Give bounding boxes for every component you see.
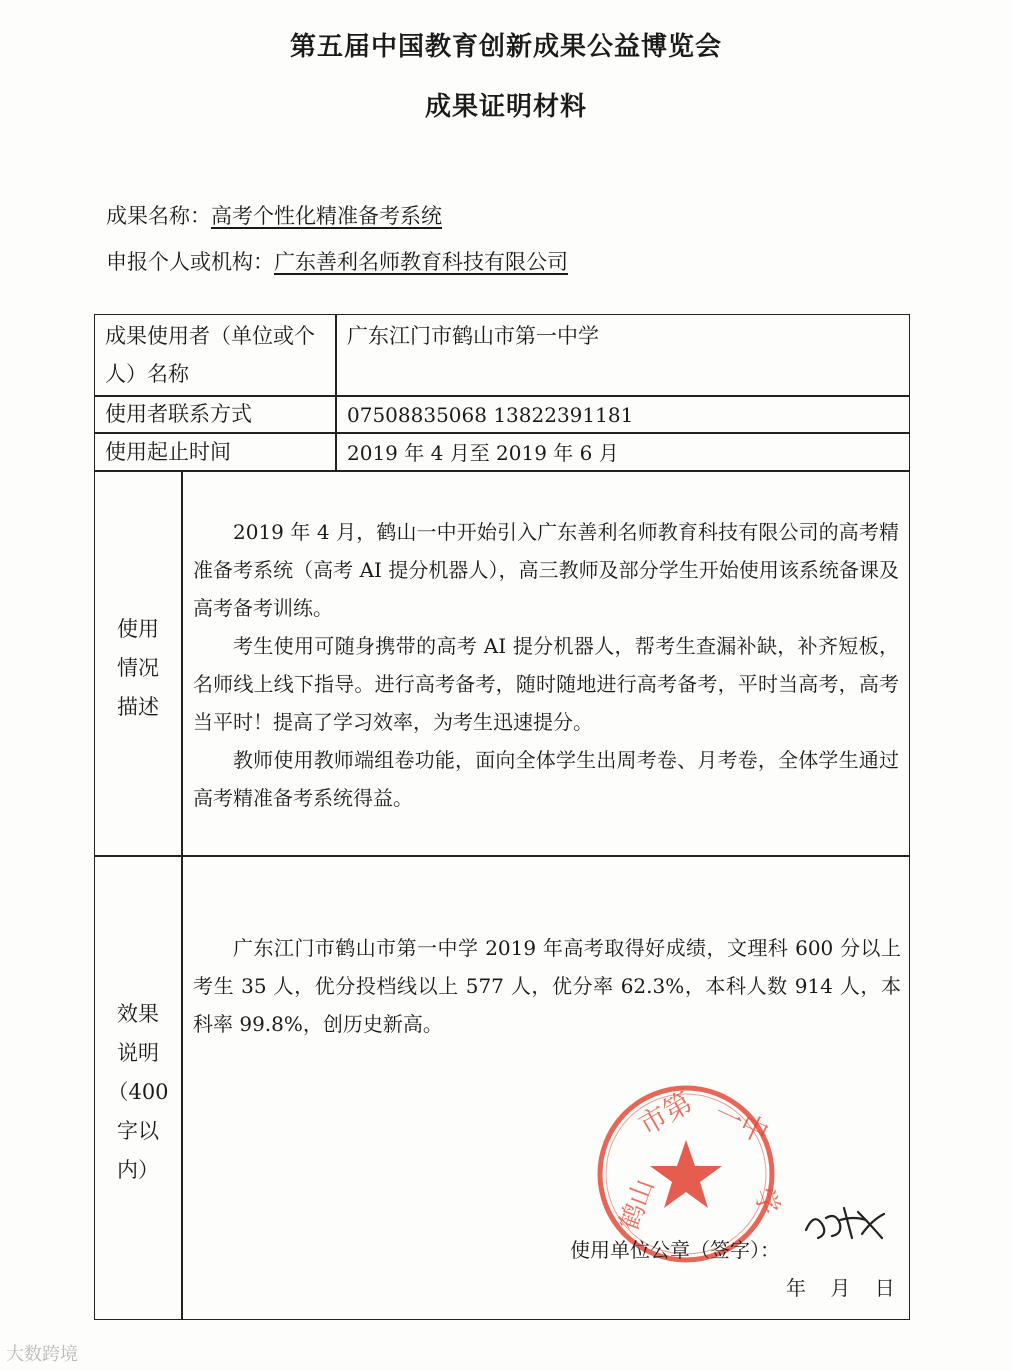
applicant-row — [106, 246, 568, 276]
svg-text:市第: 市第 — [633, 1085, 699, 1143]
achievement-row — [106, 200, 442, 230]
watermark-logo: 大数跨境 — [6, 1344, 78, 1365]
applicant-label: 申报个人或机构： — [106, 250, 274, 274]
contact-label: 使用者联系方式 — [105, 402, 252, 426]
table-divider — [181, 471, 183, 1319]
page-subtitle: 成果证明材料 — [424, 92, 587, 122]
page-title: 第五届中国教育创新成果公益博览会 — [289, 32, 722, 62]
applicant-value: 广东善利名师教育科技有限公司 — [274, 250, 568, 274]
user-label: 成果使用者（单位或个 人）名称 — [105, 324, 315, 386]
achievement-label: 成果名称： — [106, 204, 211, 228]
svg-text:一中: 一中 — [709, 1096, 774, 1151]
effect-label: 效果 说明 （400 字以 内） — [107, 1002, 169, 1182]
table-divider — [335, 315, 337, 471]
period-value: 2019 年 4 月至 2019 年 6 月 — [347, 441, 619, 465]
usage-description: 2019 年 4 月，鹤山一中开始引入广东善利名师教育科技有限公司的高考精准备考系统（高考 AI 提分机器人），高三教师及部分学生开始使用该系统备课及高考备考训练。 考生使用可随身携带的高考 AI 提分机器人，帮考生查漏补缺，补齐短板，名师线上线下指导。进行高考备考，随时随地进行高考备考，平时当高考，高考当平时！提高了学习效率，为考生迅速提分。 教师使用教师端组卷功能，面向全体学生出周考卷、月考卷，全体学生通过高考精准备考系统得益。 — [193, 520, 899, 810]
svg-text:学: 学 — [747, 1184, 785, 1219]
signature-label: 使用单位公章（签字）： — [570, 1238, 780, 1262]
handwritten-signature — [800, 1190, 890, 1250]
effect-description: 广东江门市鹤山市第一中学 2019 年高考取得好成绩，文理科 600 分以上考生 35 人，优分投档线以上 577 人，优分率 62.3%，本科人数 914 人，本科率 99.8%，创历史新高。 — [193, 936, 901, 1036]
user-value: 广东江门市鹤山市第一中学 — [347, 324, 599, 348]
proof-table — [94, 314, 910, 1320]
usage-label: 使用 情况 描述 — [117, 617, 159, 719]
table-divider — [95, 855, 909, 857]
period-label: 使用起止时间 — [105, 440, 231, 464]
date-label: 年 月 日 — [786, 1276, 895, 1300]
contact-value: 07508835068 13822391181 — [347, 403, 634, 427]
svg-text:鹤山: 鹤山 — [614, 1175, 661, 1235]
achievement-value: 高考个性化精准备考系统 — [211, 204, 442, 228]
